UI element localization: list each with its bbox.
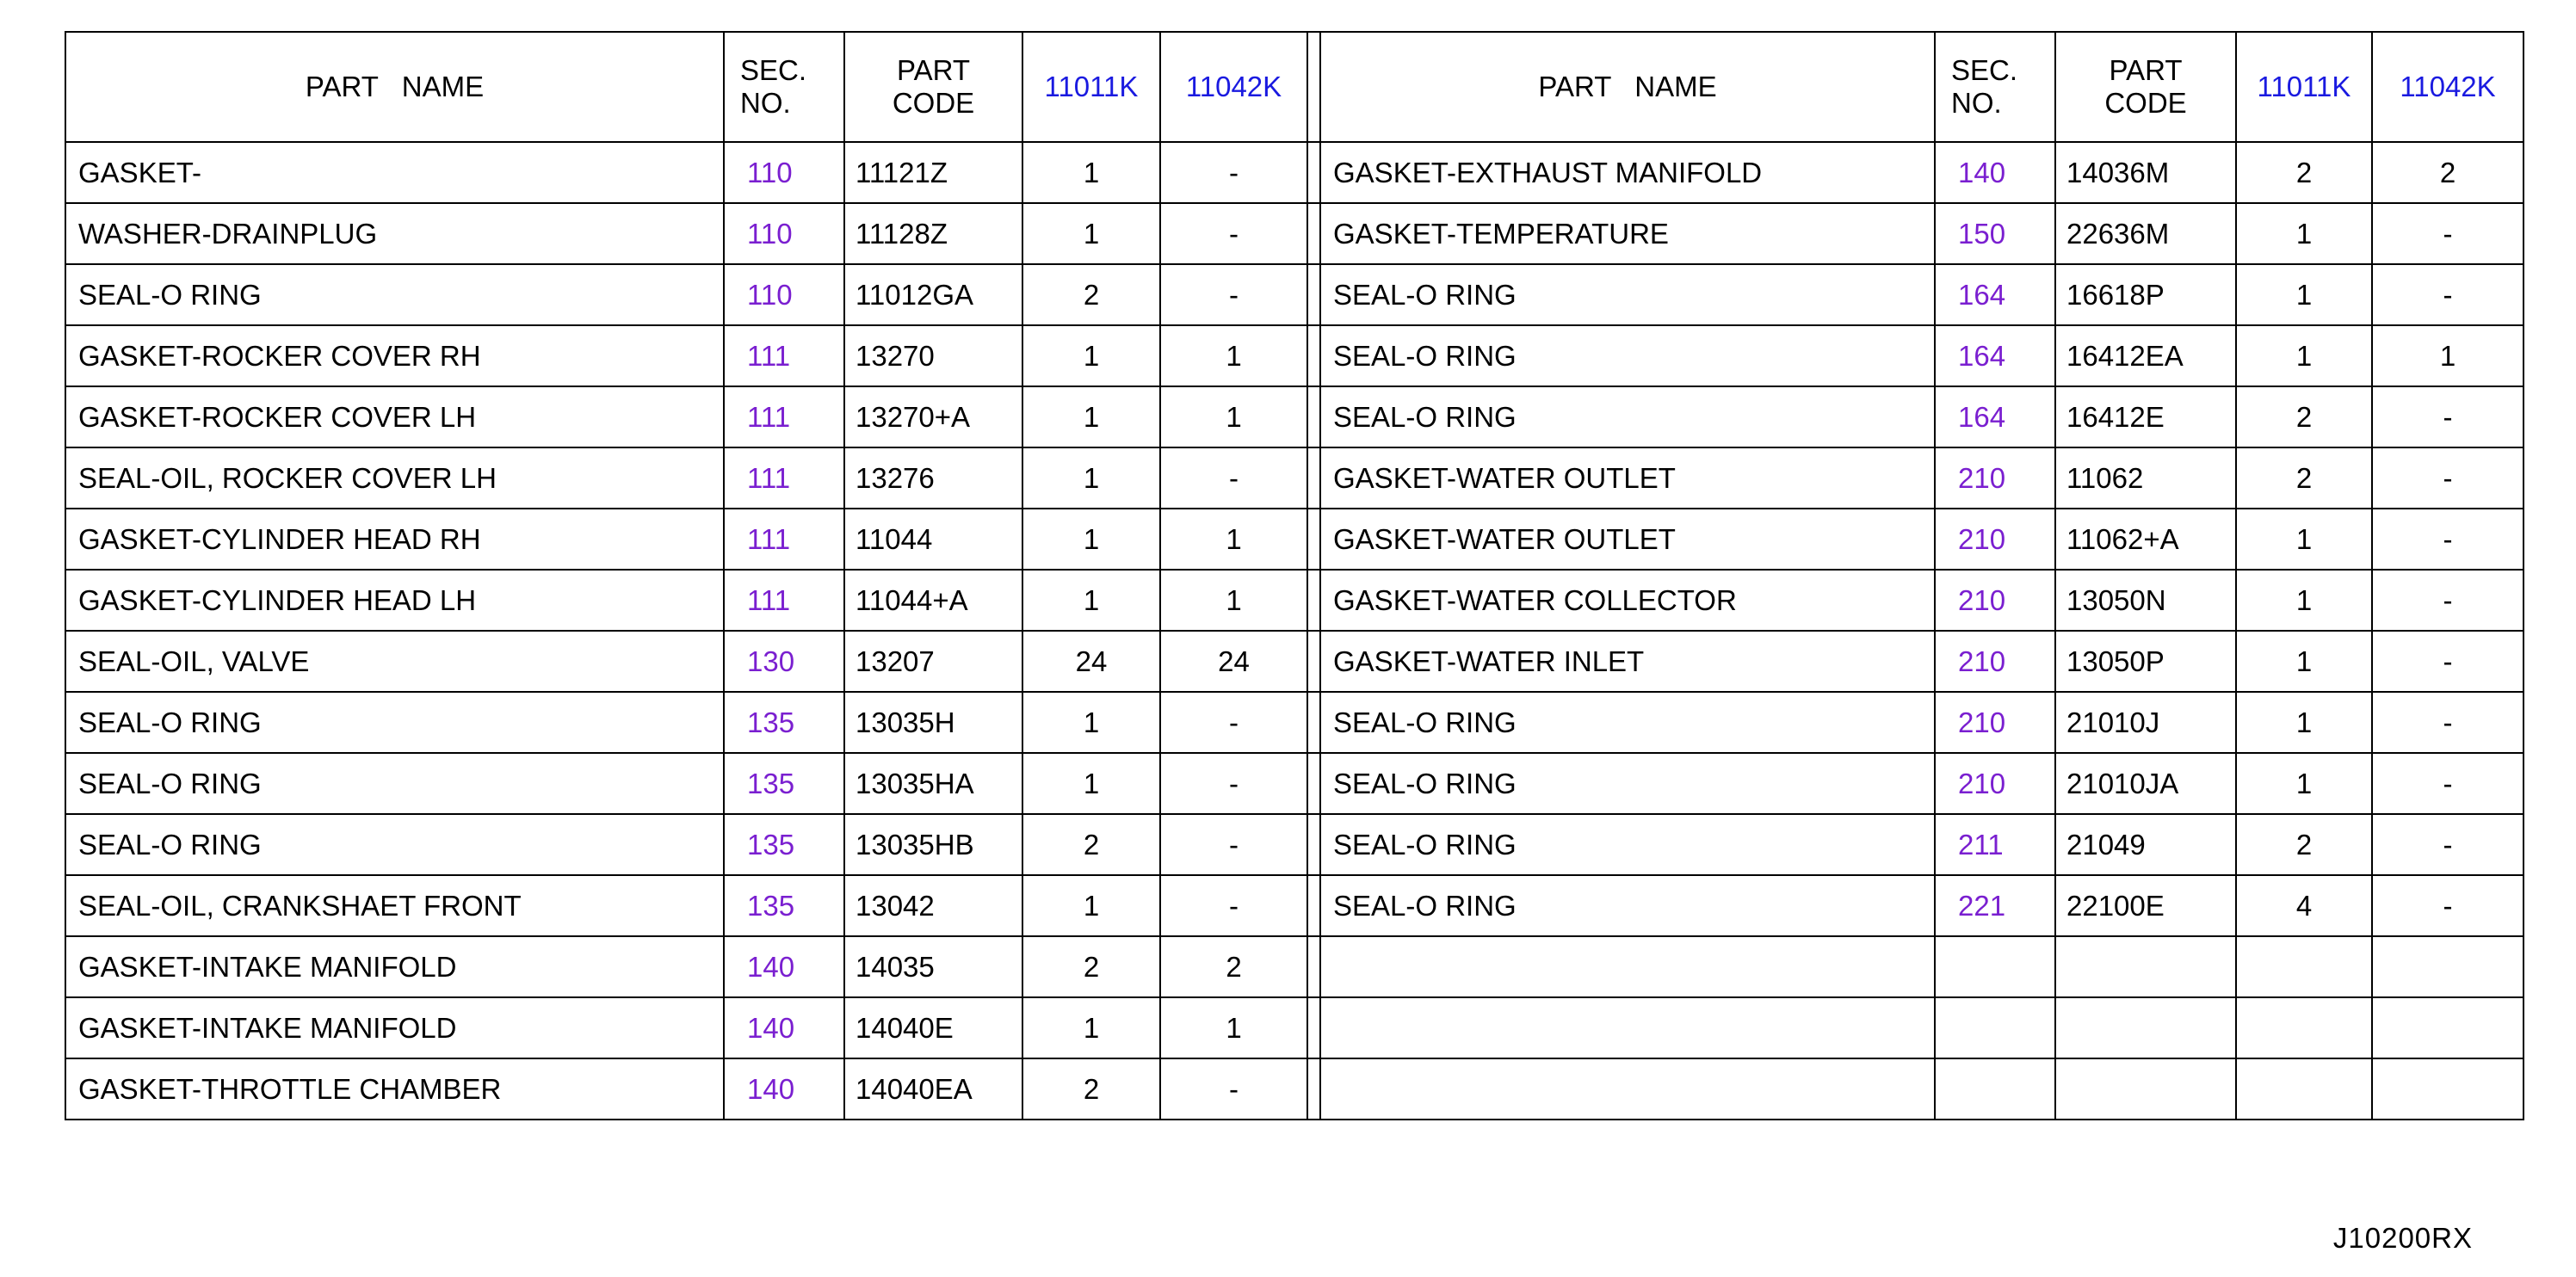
right-part-name: GASKET-WATER OUTLET bbox=[1320, 447, 1935, 509]
right-qty-model-1 bbox=[2236, 1058, 2372, 1120]
header-model-1-right: 11011K bbox=[2236, 32, 2372, 142]
right-part-code: 21049 bbox=[2055, 814, 2236, 875]
header-model-2-left: 11042K bbox=[1160, 32, 1307, 142]
column-divider bbox=[1307, 32, 1320, 142]
right-qty-model-2: - bbox=[2372, 570, 2523, 631]
table-header-row bbox=[65, 32, 2523, 142]
left-qty-model-2: 1 bbox=[1160, 997, 1307, 1058]
right-part-name: SEAL-O RING bbox=[1320, 264, 1935, 325]
right-qty-model-1: 4 bbox=[2236, 875, 2372, 936]
right-qty-model-2 bbox=[2372, 936, 2523, 997]
left-qty-model-2: 1 bbox=[1160, 570, 1307, 631]
left-qty-model-2: 1 bbox=[1160, 509, 1307, 570]
right-qty-model-2: - bbox=[2372, 875, 2523, 936]
right-part-name: SEAL-O RING bbox=[1320, 875, 1935, 936]
left-qty-model-1: 2 bbox=[1022, 936, 1160, 997]
right-part-code: 13050N bbox=[2055, 570, 2236, 631]
right-qty-model-2: - bbox=[2372, 631, 2523, 692]
right-qty-model-1: 1 bbox=[2236, 264, 2372, 325]
left-part-name: GASKET-CYLINDER HEAD RH bbox=[65, 509, 724, 570]
parts-table bbox=[65, 31, 2524, 1120]
left-qty-model-1: 1 bbox=[1022, 203, 1160, 264]
left-section-number: 111 bbox=[724, 325, 844, 386]
left-qty-model-1: 1 bbox=[1022, 692, 1160, 753]
right-section-number: 210 bbox=[1935, 692, 2055, 753]
left-qty-model-1: 1 bbox=[1022, 142, 1160, 203]
table-row bbox=[65, 203, 2523, 264]
right-qty-model-2 bbox=[2372, 997, 2523, 1058]
left-qty-model-1: 1 bbox=[1022, 509, 1160, 570]
right-part-code: 11062 bbox=[2055, 447, 2236, 509]
left-qty-model-2: 1 bbox=[1160, 386, 1307, 447]
left-part-code: 13042 bbox=[844, 875, 1022, 936]
header-model-1-left: 11011K bbox=[1022, 32, 1160, 142]
right-qty-model-2: - bbox=[2372, 386, 2523, 447]
left-part-code: 13035HB bbox=[844, 814, 1022, 875]
right-section-number bbox=[1935, 936, 2055, 997]
table-row bbox=[65, 692, 2523, 753]
right-part-name: GASKET-WATER INLET bbox=[1320, 631, 1935, 692]
left-section-number: 111 bbox=[724, 447, 844, 509]
right-part-name: SEAL-O RING bbox=[1320, 692, 1935, 753]
table-row bbox=[65, 1058, 2523, 1120]
column-divider bbox=[1307, 142, 1320, 203]
right-part-code: 22636M bbox=[2055, 203, 2236, 264]
column-divider bbox=[1307, 264, 1320, 325]
left-part-name: GASKET-INTAKE MANIFOLD bbox=[65, 997, 724, 1058]
right-qty-model-1: 1 bbox=[2236, 753, 2372, 814]
left-section-number: 110 bbox=[724, 203, 844, 264]
right-qty-model-1: 1 bbox=[2236, 325, 2372, 386]
column-divider bbox=[1307, 203, 1320, 264]
right-qty-model-2: 2 bbox=[2372, 142, 2523, 203]
left-part-code: 11012GA bbox=[844, 264, 1022, 325]
table-row bbox=[65, 997, 2523, 1058]
right-section-number bbox=[1935, 997, 2055, 1058]
left-qty-model-2: - bbox=[1160, 692, 1307, 753]
right-qty-model-2: - bbox=[2372, 264, 2523, 325]
right-section-number: 211 bbox=[1935, 814, 2055, 875]
right-qty-model-1 bbox=[2236, 997, 2372, 1058]
column-divider bbox=[1307, 570, 1320, 631]
left-qty-model-1: 2 bbox=[1022, 264, 1160, 325]
right-part-name: SEAL-O RING bbox=[1320, 325, 1935, 386]
left-part-code: 13207 bbox=[844, 631, 1022, 692]
right-part-name: GASKET-EXTHAUST MANIFOLD bbox=[1320, 142, 1935, 203]
left-part-code: 11044 bbox=[844, 509, 1022, 570]
header-sec-no-left: SEC. NO. bbox=[724, 32, 844, 142]
left-part-name: SEAL-OIL, VALVE bbox=[65, 631, 724, 692]
right-qty-model-2: - bbox=[2372, 447, 2523, 509]
left-section-number: 130 bbox=[724, 631, 844, 692]
left-section-number: 110 bbox=[724, 264, 844, 325]
right-qty-model-1: 2 bbox=[2236, 142, 2372, 203]
right-section-number: 210 bbox=[1935, 631, 2055, 692]
left-qty-model-2: - bbox=[1160, 814, 1307, 875]
right-section-number: 164 bbox=[1935, 264, 2055, 325]
table-row bbox=[65, 753, 2523, 814]
right-qty-model-1: 2 bbox=[2236, 447, 2372, 509]
right-qty-model-1: 1 bbox=[2236, 631, 2372, 692]
left-qty-model-1: 1 bbox=[1022, 570, 1160, 631]
column-divider bbox=[1307, 997, 1320, 1058]
right-part-name bbox=[1320, 936, 1935, 997]
left-section-number: 135 bbox=[724, 753, 844, 814]
right-qty-model-1 bbox=[2236, 936, 2372, 997]
right-part-code: 11062+A bbox=[2055, 509, 2236, 570]
right-part-code bbox=[2055, 936, 2236, 997]
table-row bbox=[65, 325, 2523, 386]
left-qty-model-1: 1 bbox=[1022, 875, 1160, 936]
right-section-number: 210 bbox=[1935, 753, 2055, 814]
left-qty-model-1: 2 bbox=[1022, 814, 1160, 875]
column-divider bbox=[1307, 631, 1320, 692]
left-part-name: SEAL-OIL, ROCKER COVER LH bbox=[65, 447, 724, 509]
left-part-name: GASKET-CYLINDER HEAD LH bbox=[65, 570, 724, 631]
left-part-code: 14040E bbox=[844, 997, 1022, 1058]
left-qty-model-2: 24 bbox=[1160, 631, 1307, 692]
left-part-code: 11121Z bbox=[844, 142, 1022, 203]
left-part-code: 11128Z bbox=[844, 203, 1022, 264]
table-row bbox=[65, 936, 2523, 997]
right-qty-model-2: - bbox=[2372, 692, 2523, 753]
left-part-name: SEAL-OIL, CRANKSHAET FRONT bbox=[65, 875, 724, 936]
left-part-name: GASKET-INTAKE MANIFOLD bbox=[65, 936, 724, 997]
right-qty-model-2: - bbox=[2372, 753, 2523, 814]
left-part-code: 13035HA bbox=[844, 753, 1022, 814]
left-section-number: 140 bbox=[724, 936, 844, 997]
left-qty-model-2: 2 bbox=[1160, 936, 1307, 997]
right-part-code bbox=[2055, 1058, 2236, 1120]
left-section-number: 110 bbox=[724, 142, 844, 203]
right-qty-model-2 bbox=[2372, 1058, 2523, 1120]
left-part-name: SEAL-O RING bbox=[65, 692, 724, 753]
left-section-number: 111 bbox=[724, 386, 844, 447]
right-part-code bbox=[2055, 997, 2236, 1058]
column-divider bbox=[1307, 325, 1320, 386]
column-divider bbox=[1307, 386, 1320, 447]
column-divider bbox=[1307, 1058, 1320, 1120]
right-section-number: 164 bbox=[1935, 325, 2055, 386]
right-section-number: 221 bbox=[1935, 875, 2055, 936]
right-section-number: 210 bbox=[1935, 447, 2055, 509]
document-id: J10200RX bbox=[2332, 1222, 2473, 1254]
right-qty-model-2: - bbox=[2372, 203, 2523, 264]
right-qty-model-2: 1 bbox=[2372, 325, 2523, 386]
header-part-code-right: PART CODE bbox=[2055, 32, 2236, 142]
left-qty-model-1: 2 bbox=[1022, 1058, 1160, 1120]
column-divider bbox=[1307, 692, 1320, 753]
left-part-code: 13270+A bbox=[844, 386, 1022, 447]
right-qty-model-1: 1 bbox=[2236, 570, 2372, 631]
left-part-name: SEAL-O RING bbox=[65, 264, 724, 325]
right-part-name: SEAL-O RING bbox=[1320, 386, 1935, 447]
right-qty-model-1: 1 bbox=[2236, 203, 2372, 264]
left-qty-model-2: - bbox=[1160, 1058, 1307, 1120]
right-qty-model-1: 1 bbox=[2236, 509, 2372, 570]
left-part-name: SEAL-O RING bbox=[65, 814, 724, 875]
left-qty-model-1: 24 bbox=[1022, 631, 1160, 692]
left-part-name: GASKET-ROCKER COVER LH bbox=[65, 386, 724, 447]
right-part-code: 16412EA bbox=[2055, 325, 2236, 386]
left-part-code: 13276 bbox=[844, 447, 1022, 509]
right-part-code: 21010JA bbox=[2055, 753, 2236, 814]
right-section-number: 210 bbox=[1935, 570, 2055, 631]
left-part-name: GASKET-ROCKER COVER RH bbox=[65, 325, 724, 386]
right-part-name bbox=[1320, 1058, 1935, 1120]
column-divider bbox=[1307, 509, 1320, 570]
left-part-code: 13035H bbox=[844, 692, 1022, 753]
left-qty-model-1: 1 bbox=[1022, 325, 1160, 386]
right-qty-model-1: 2 bbox=[2236, 814, 2372, 875]
left-part-code: 13270 bbox=[844, 325, 1022, 386]
left-qty-model-2: - bbox=[1160, 753, 1307, 814]
left-qty-model-1: 1 bbox=[1022, 386, 1160, 447]
table-row bbox=[65, 142, 2523, 203]
column-divider bbox=[1307, 447, 1320, 509]
right-part-name: GASKET-WATER COLLECTOR bbox=[1320, 570, 1935, 631]
right-section-number: 210 bbox=[1935, 509, 2055, 570]
right-part-name bbox=[1320, 997, 1935, 1058]
table-row bbox=[65, 264, 2523, 325]
right-qty-model-2: - bbox=[2372, 509, 2523, 570]
table-row bbox=[65, 814, 2523, 875]
left-section-number: 135 bbox=[724, 875, 844, 936]
right-section-number bbox=[1935, 1058, 2055, 1120]
left-qty-model-2: - bbox=[1160, 447, 1307, 509]
right-qty-model-1: 1 bbox=[2236, 692, 2372, 753]
left-section-number: 111 bbox=[724, 570, 844, 631]
left-part-name: WASHER-DRAINPLUG bbox=[65, 203, 724, 264]
left-part-name: SEAL-O RING bbox=[65, 753, 724, 814]
left-qty-model-1: 1 bbox=[1022, 447, 1160, 509]
right-part-code: 13050P bbox=[2055, 631, 2236, 692]
right-section-number: 164 bbox=[1935, 386, 2055, 447]
left-section-number: 135 bbox=[724, 814, 844, 875]
right-part-name: GASKET-WATER OUTLET bbox=[1320, 509, 1935, 570]
left-qty-model-2: - bbox=[1160, 264, 1307, 325]
right-part-code: 22100E bbox=[2055, 875, 2236, 936]
right-part-code: 16618P bbox=[2055, 264, 2236, 325]
column-divider bbox=[1307, 875, 1320, 936]
right-section-number: 150 bbox=[1935, 203, 2055, 264]
table-row bbox=[65, 386, 2523, 447]
header-part-name-left: PART NAME bbox=[65, 32, 724, 142]
right-qty-model-1: 2 bbox=[2236, 386, 2372, 447]
left-qty-model-1: 1 bbox=[1022, 753, 1160, 814]
left-section-number: 111 bbox=[724, 509, 844, 570]
table-row bbox=[65, 631, 2523, 692]
right-qty-model-2: - bbox=[2372, 814, 2523, 875]
left-section-number: 140 bbox=[724, 997, 844, 1058]
right-part-name: SEAL-O RING bbox=[1320, 753, 1935, 814]
column-divider bbox=[1307, 936, 1320, 997]
left-qty-model-1: 1 bbox=[1022, 997, 1160, 1058]
column-divider bbox=[1307, 814, 1320, 875]
column-divider bbox=[1307, 753, 1320, 814]
left-part-code: 14035 bbox=[844, 936, 1022, 997]
left-part-name: GASKET- bbox=[65, 142, 724, 203]
right-part-code: 16412E bbox=[2055, 386, 2236, 447]
left-part-code: 14040EA bbox=[844, 1058, 1022, 1120]
left-section-number: 140 bbox=[724, 1058, 844, 1120]
header-sec-no-right: SEC. NO. bbox=[1935, 32, 2055, 142]
table-row bbox=[65, 447, 2523, 509]
header-part-name-right: PART NAME bbox=[1320, 32, 1935, 142]
right-part-name: GASKET-TEMPERATURE bbox=[1320, 203, 1935, 264]
right-part-code: 14036M bbox=[2055, 142, 2236, 203]
table-row bbox=[65, 570, 2523, 631]
left-part-name: GASKET-THROTTLE CHAMBER bbox=[65, 1058, 724, 1120]
left-part-code: 11044+A bbox=[844, 570, 1022, 631]
left-qty-model-2: - bbox=[1160, 203, 1307, 264]
table-row bbox=[65, 509, 2523, 570]
left-section-number: 135 bbox=[724, 692, 844, 753]
left-qty-model-2: 1 bbox=[1160, 325, 1307, 386]
header-model-2-right: 11042K bbox=[2372, 32, 2523, 142]
left-qty-model-2: - bbox=[1160, 875, 1307, 936]
right-part-code: 21010J bbox=[2055, 692, 2236, 753]
table-row bbox=[65, 875, 2523, 936]
right-part-name: SEAL-O RING bbox=[1320, 814, 1935, 875]
header-part-code-left: PART CODE bbox=[844, 32, 1022, 142]
right-section-number: 140 bbox=[1935, 142, 2055, 203]
left-qty-model-2: - bbox=[1160, 142, 1307, 203]
